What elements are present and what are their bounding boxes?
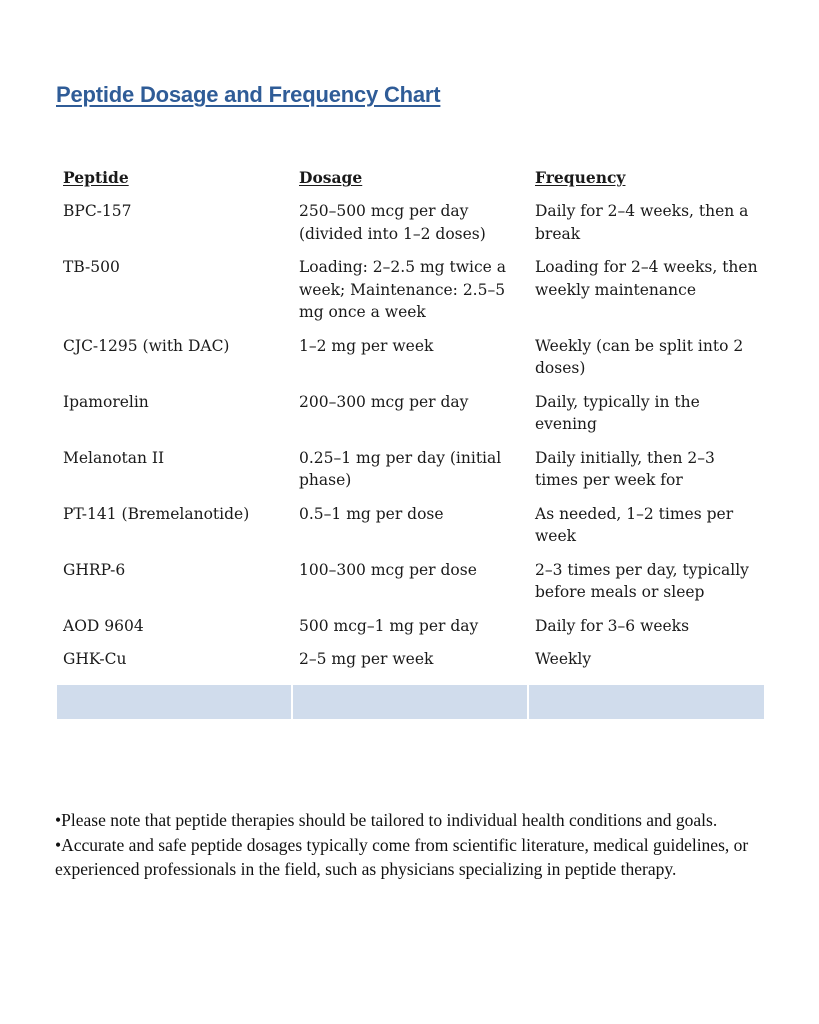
page-title: Peptide Dosage and Frequency Chart: [56, 82, 441, 107]
frequency-cell: Daily for 3–6 weeks: [535, 616, 690, 635]
table-row: [57, 335, 764, 391]
empty-cell: [293, 685, 527, 719]
header-frequency: Frequency: [535, 168, 626, 187]
notes-section: [55, 808, 765, 882]
peptide-cell: BPC-157: [63, 202, 132, 220]
table-row: [57, 256, 764, 335]
frequency-cell: Daily for 2–4 weeks, then a break: [535, 202, 749, 243]
dosage-cell: 250–500 mcg per day (divided into 1–2 doses): [299, 202, 486, 243]
dosage-cell: Loading: 2–2.5 mg twice a week; Maintenance: 2.5–5 mg once a week: [299, 258, 507, 321]
empty-cell: [57, 685, 291, 719]
dosage-cell: 0.25–1 mg per day (initial phase): [299, 448, 502, 489]
dosage-cell: 200–300 mcg per day: [299, 392, 469, 411]
peptide-cell: GHK-Cu: [63, 650, 127, 668]
table-row: [57, 559, 764, 615]
dosage-cell: 500 mcg–1 mg per day: [299, 616, 479, 635]
table-row: [57, 391, 764, 447]
dosage-cell: 0.5–1 mg per dose: [299, 504, 444, 523]
table-row: [57, 615, 764, 649]
dosage-cell: 100–300 mcg per dose: [299, 560, 477, 579]
peptide-cell: Melanotan II: [63, 448, 165, 467]
table-row: [57, 447, 764, 503]
dosage-table: [57, 165, 764, 719]
dosage-cell: 2–5 mg per week: [299, 650, 434, 668]
table-row: [57, 503, 764, 559]
header-peptide: Peptide: [63, 168, 129, 187]
frequency-cell: Weekly: [535, 650, 592, 668]
table-header-row: [57, 165, 764, 200]
note-1: •Please note that peptide therapies should be tailored to individual health conditions and goals.: [55, 810, 718, 830]
frequency-cell: Loading for 2–4 weeks, then weekly maintenance: [535, 258, 758, 299]
table-row: [57, 648, 764, 682]
note-2: •Accurate and safe peptide dosages typically come from scientific literature, medical guidelines, or experienced professionals in the field, such as physicians specializing in peptide therapy.: [55, 834, 749, 879]
frequency-cell: 2–3 times per day, typically before meals or sleep: [535, 560, 749, 601]
table-row: [57, 200, 764, 256]
frequency-cell: Daily initially, then 2–3 times per week for: [535, 448, 715, 489]
peptide-cell: CJC-1295 (with DAC): [63, 336, 230, 355]
frequency-cell: As needed, 1–2 times per week: [535, 504, 734, 545]
header-dosage: Dosage: [299, 168, 363, 187]
empty-cell: [529, 685, 764, 719]
peptide-cell: Ipamorelin: [63, 392, 149, 411]
empty-shaded-row: [57, 685, 764, 719]
peptide-cell: AOD 9604: [63, 616, 144, 635]
peptide-cell: TB-500: [63, 258, 120, 276]
frequency-cell: Daily, typically in the evening: [535, 392, 700, 433]
frequency-cell: Weekly (can be split into 2 doses): [535, 336, 744, 377]
peptide-cell: PT-141 (Bremelanotide): [63, 504, 250, 523]
peptide-cell: GHRP-6: [63, 560, 126, 579]
dosage-cell: 1–2 mg per week: [299, 336, 434, 355]
